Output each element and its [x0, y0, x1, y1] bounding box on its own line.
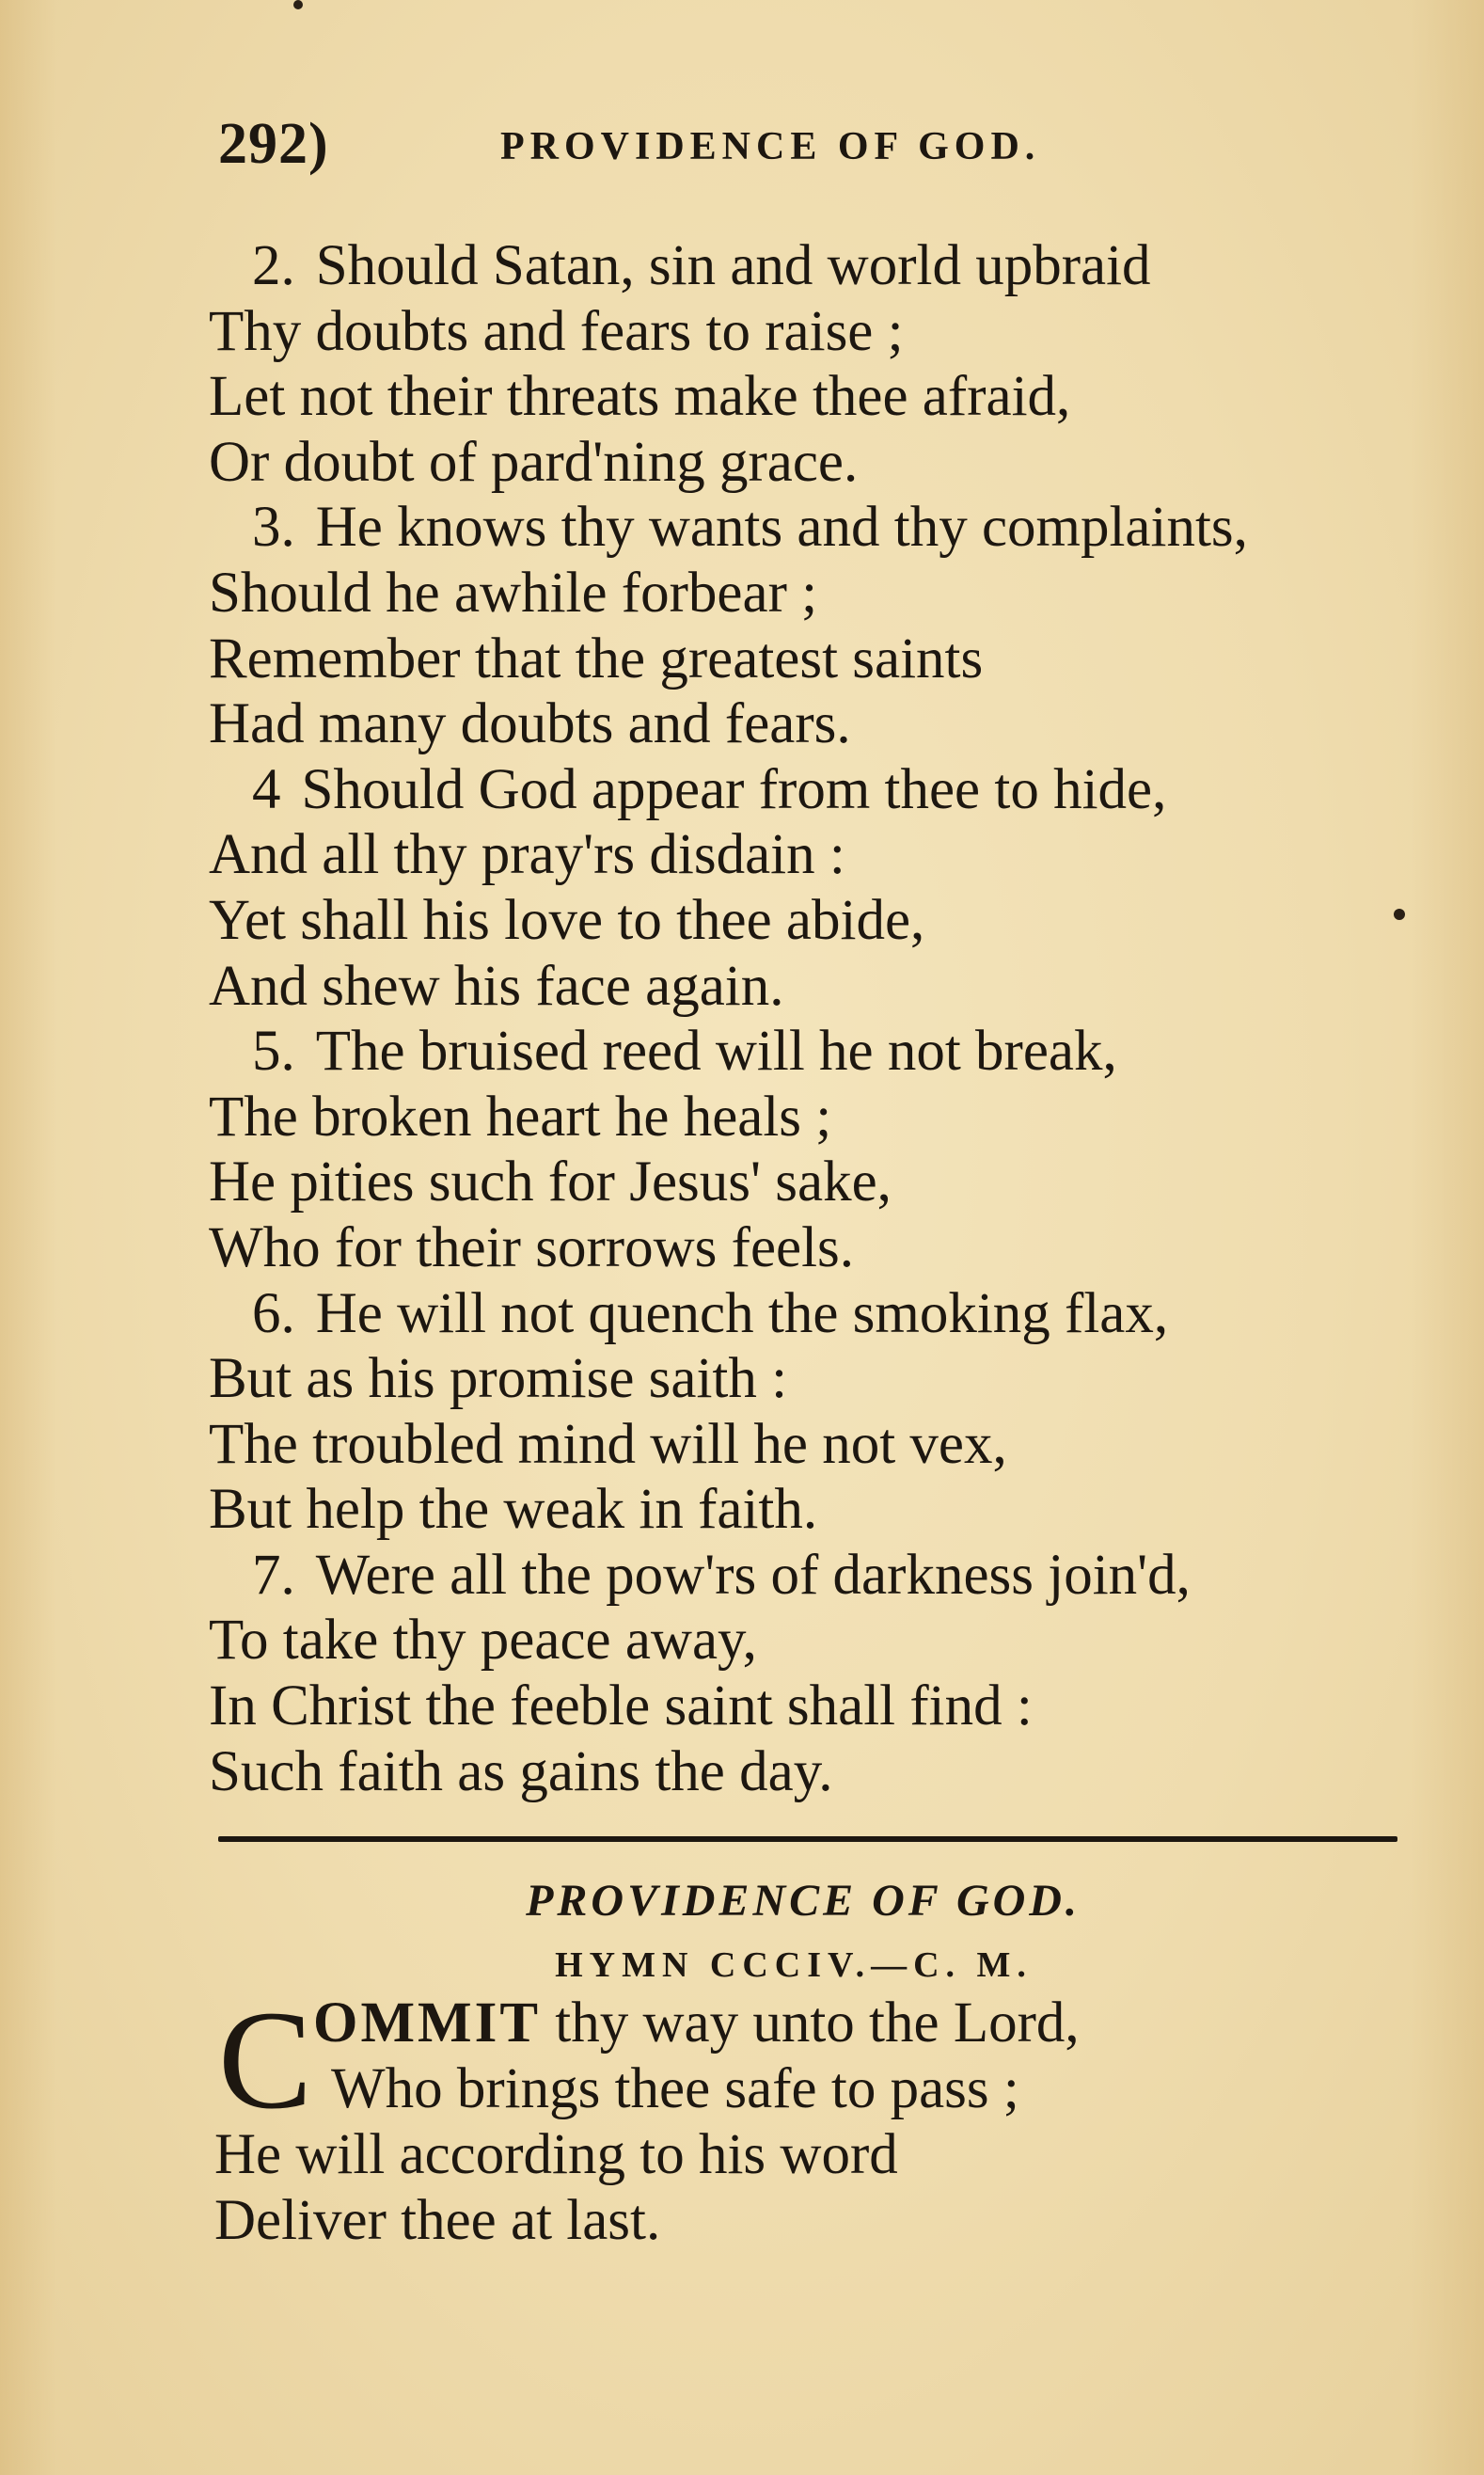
verse-line: The broken heart he heals ; [209, 1085, 832, 1149]
hymn-line: OMMIT thy way unto the Lord, [313, 1991, 1080, 2055]
verse-line: The troubled mind will he not vex, [209, 1412, 1007, 1476]
verse-line: Remember that the greatest saints [209, 627, 984, 690]
verse-number: 7. [252, 1543, 295, 1607]
hymn-number: HYMN CCCIV.—C. M. [555, 1945, 1033, 1985]
hymn-line: Deliver thee at last. [214, 2189, 661, 2252]
verse-line: Yet shall his love to thee abide, [209, 888, 925, 952]
drop-cap-paragraph [214, 1982, 1465, 2254]
verse-line: And shew his face again. [209, 954, 784, 1018]
verse-line: Thy doubts and fears to raise ; [209, 299, 904, 363]
verse-line: Who for their sorrows feels. [209, 1215, 855, 1279]
verse-line: And all thy pray'rs disdain : [209, 823, 845, 887]
verse-line: Such faith as gains the day. [209, 1739, 833, 1803]
verse-line: In Christ the feeble saint shall find : [209, 1674, 1033, 1738]
ink-speck [1394, 909, 1405, 920]
verse-line: To take thy peace away, [209, 1609, 757, 1673]
page-number: 292) [218, 112, 329, 176]
verse-line: But as his promise saith : [209, 1347, 788, 1411]
verse-line: But help the weak in faith. [209, 1478, 818, 1542]
verse-number: 4 [252, 757, 281, 821]
verse-line: 2. Should Satan, sin and world upbraid [252, 234, 1151, 297]
hymn-line: He will according to his word [214, 2123, 898, 2186]
section-divider [218, 1836, 1397, 1842]
page-header [218, 111, 1253, 186]
verse-number: 5. [252, 1020, 295, 1084]
verse-line: 6. He will not quench the smoking flax, [252, 1281, 1169, 1345]
hymn-heading [0, 1870, 1484, 1991]
verse-line: Let not their threats make thee afraid, [209, 365, 1071, 429]
verse-number: 2. [252, 234, 295, 297]
ink-speck [293, 0, 303, 9]
first-word: OMMIT [313, 1991, 542, 2055]
hymn-text [214, 1982, 1465, 2254]
verse-line: 3. He knows thy wants and thy complaints, [252, 496, 1248, 560]
verse-line: Had many doubts and fears. [209, 692, 851, 756]
verse-line: 4 Should God appear from thee to hide, [252, 757, 1167, 821]
running-title: PROVIDENCE OF GOD. [500, 125, 1041, 168]
verse-number: 3. [252, 496, 295, 560]
hymn-title: PROVIDENCE OF GOD. [526, 1876, 1081, 1926]
verse-line: 5. The bruised reed will he not break, [252, 1020, 1117, 1084]
verse-number: 6. [252, 1281, 295, 1345]
hymn-line: Who brings thee safe to pass ; [331, 2057, 1019, 2120]
verse-line: Should he awhile forbear ; [209, 561, 818, 625]
verse-line: Or doubt of pard'ning grace. [209, 430, 859, 494]
drop-cap: C [218, 1982, 313, 2138]
verse-line: 7. Were all the pow'rs of darkness join'd, [252, 1543, 1191, 1607]
hymn-verses [209, 233, 1460, 1804]
verse-line: He pities such for Jesus' sake, [209, 1150, 892, 1214]
